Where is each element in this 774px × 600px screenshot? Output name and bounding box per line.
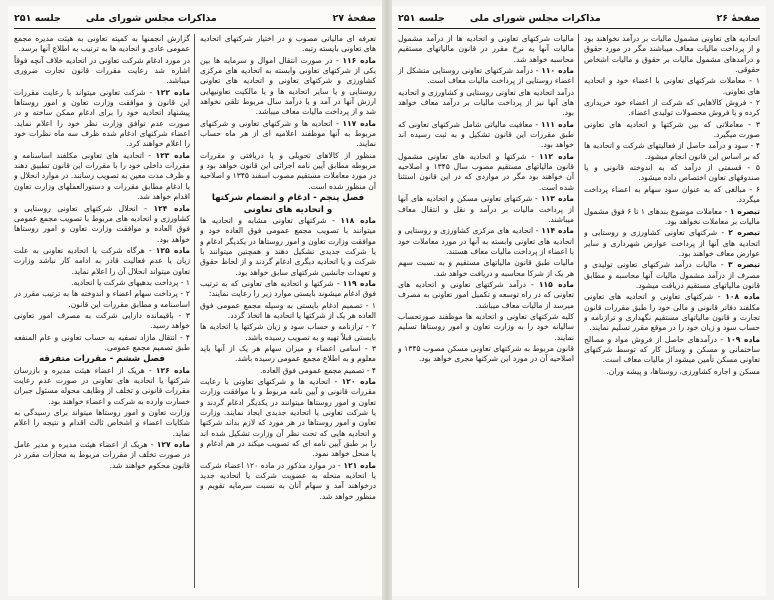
article-paragraph: ماده ۱۲۶ - هریک از اعضاء هیئت مدیره و بازرسان شرکتها یا اتحادیه های تعاونی در صورت عدم رعایت مقررات قانونی و تخلف از وظایف محوله مسئول جبران خسارت وارده به شرکت و اعضاء خواهند بود. (14, 365, 190, 406)
body-paragraph: قانون مربوط به شرکتهای تعاونی مسکن مصوب ۱۳۴۵ و اصلاحیه آن در مورد این شرکتها مجری خواهد بود. (398, 343, 574, 364)
body-paragraph: مسکن و اجاره کشاورزی، روستاها، و پیشه وران. (606, 366, 760, 376)
left-page-label: صفحهٔ ۲۷ (332, 13, 376, 24)
body-paragraph: کلیه شرکتهای تعاونی و اتحادیه ها موظفند صورتحساب سالیانه خود را به وزارت تعاون و امور روستاها تسلیم نمایند. (398, 311, 574, 342)
article-paragraph: ماده ۱۱۵ - درآمد شرکتهای تعاونی و اتحادیه های تعاونی که در راه توسعه و تکمیل امور تعاونی به مصرف میرسد از مالیات معاف میباشد. (398, 279, 574, 310)
body-paragraph: منظور از کالاهای تحویلی و یا دریافتی و مقررات مربوطه مطابق آیین نامه اجرائی این قانون خواهد بود و در مورد معاملات مستقیم مصوب اسفند ۱۳۴۵ و اصلاحیه آن منظور شده است. (200, 150, 376, 191)
left-page-title: مذاکرات مجلس شورای ملی (85, 13, 217, 24)
body-paragraph: تعرفه ای مالیاتی مصوب و در اختیار شرکتهای اتحادیه های تعاونی بایسته رتبه. (200, 34, 376, 54)
body-paragraph: ۱ - تصمیم ادغام بایستی به وسیله مجمع عمومی فوق العاده هر یک از شرکتها یا اتحادیه ها اتخاذ گردد. (200, 300, 376, 320)
chapter-heading: و اتحادیه های تعاونی (243, 204, 333, 215)
article-paragraph: ماده ۱۱۰ - درآمد شرکتهای تعاونی روستایی متشکل از اعضاء روستایی از پرداخت مالیات معاف است. (398, 66, 574, 86)
article-label: ماده ۱۰۸ (725, 292, 760, 302)
body-paragraph: گزارش انجمنها به کمیته تعاونی به هیئت مدیره مجمع عمومی عادی و اتحادیه ها به ترتیب به اطلاع آنها برسد. (14, 34, 190, 54)
right-page-session: جلسه ۲۵۱ (398, 13, 445, 24)
article-paragraph: ماده ۱۱۹ - شرکتها و اتحادیه های تعاونی که به ترتیب فوق ادغام میشوند بایستی موارد زیر را رعایت نمایند: (200, 278, 376, 299)
body-paragraph: مالیات شرکتهای تعاونی و اتحادیه ها از درآمد مشمول مالیات آنها به نرخ مقرر در قانون مالیاتهای مستقیم محاسبه خواهد شد. (398, 34, 574, 64)
body-paragraph: در مورد ادغام شرکت تعاونی در اتحادیه خلاف آنچه فوقاً اشاره شد رعایت مقررات قانون تجارت ضروری میباشد. (14, 55, 190, 86)
article-label: ماده ۱۱۰ (541, 66, 574, 76)
body-paragraph: ۳ - اسامی اعضاء و میزان سهام هر یک از آنها باید معلوم و به اطلاع مجمع عمومی رسیده باشد. (200, 343, 376, 364)
body-paragraph: درآمد اتحادیه های تعاونی روستایی و کشاورزی و اتحادیه های آنها نیز از پرداخت مالیات بر درآمد معاف خواهد بود. (398, 87, 574, 118)
body-paragraph: ۴ - تصمیم مجمع عمومی فوق العاده. (259, 365, 376, 375)
article-label: ماده ۱۱۲ (539, 151, 574, 161)
body-paragraph: ۶ - مبالغی که به عنوان سود سهام به اعضاء پرداخت میگردد. (584, 184, 760, 205)
article-label: ماده ۱۱۶ (342, 55, 376, 65)
article-label: ماده ۱۲۱ (343, 460, 376, 470)
article-paragraph: ماده ۱۱۷ - اتحادیه ها و شرکتهای تعاونی و شرکتهای مربوط به آنها موظفند اعلامیه ای از هر ماه حساب نمایند. (200, 118, 376, 149)
article-paragraph: ماده ۱۲۳ - اتحادیه های تعاونی مکلفند اساسنامه و مقررات داخلی خود را با مقررات این قانون تطبیق دهند و ظرف مدت معین به تصویب رسانند. در موارد انحلال و یا ادغام مطابق مقررات و دستورالعملهای وزارت تعاون اقدام خواهد شد. (14, 150, 190, 202)
column-divider (194, 34, 195, 588)
article-paragraph: ماده ۱۱۴ - اتحادیه های مرکزی کشاورزی و روستایی و اتحادیه های تعاونی وابسته به آنها در مورد معاملات خود با اعضاء از پرداخت مالیات معاف هستند. (398, 226, 574, 256)
left-page-column-right (200, 34, 376, 590)
article-paragraph: ماده ۱۱۳ - شرکتهای تعاونی مسکن و اتحادیه های آنها از پرداخت مالیات بر درآمد و نقل و انتقال معاف میباشند. (398, 194, 574, 224)
note-paragraph: تبصره ۱ - معاملات موضوع بندهای ۱ تا ۶ فوق مشمول مالیات بر معاملات نخواهد بود. (584, 206, 760, 226)
article-label: ماده ۱۲۲ (156, 87, 190, 97)
body-paragraph: ۱ - معاملات شرکتهای تعاونی با اعضاء خود و اتحادیه های تعاونی. (584, 76, 760, 96)
article-paragraph: ماده ۱۲۲ - شرکت تعاونی میتواند با رعایت مقررات این قانون و موافقت وزارت تعاون و امور روستاها پیشنهاد اتحادیه خود را برای ادغام ممکن ساخته و در صورت عدم توافق وزارت نظر خود را اعلام نماید. اعضاء شرکتهای ادغام شده ظرف سه ماه نظرات خود را اعلام خواهند کرد. (14, 87, 190, 149)
right-page-column-right (584, 34, 760, 590)
body-paragraph: وزارت تعاون و امور روستاها میتواند برای رسیدگی به شکایات اعضاء و اشخاص ثالث اقدام و نتیجه را اعلام نماید. (14, 408, 190, 438)
article-label: تبصره ۲ (728, 228, 760, 238)
article-label: ماده ۱۱۷ (342, 118, 376, 128)
right-page-title: مذاکرات مجلس شورای ملی (469, 13, 601, 24)
article-paragraph: ماده ۱۲۴ - انحلال شرکتهای تعاونی روستایی و کشاورزی و اتحادیه های مربوط با تصویب مجمع عمومی فوق العاده و موافقت وزارت تعاون و امور روستاها خواهد بود. (14, 203, 190, 244)
body-paragraph: ۳ - معاملاتی که بین شرکتها و اتحادیه های تعاونی صورت میگیرد. (584, 119, 760, 140)
right-page-column-left (398, 34, 574, 590)
body-paragraph: ۵ - قسمتی از درآمد که به اندوخته قانونی و یا صندوقهای تعاون اختصاص داده میشود. (584, 163, 760, 183)
article-paragraph: ماده ۱۱۲ - شرکتها و اتحادیه های تعاونی مشمول قانون مالیاتهای مستقیم مصوب سال ۱۳۴۵ و اصلاحیه آن خواهند بود مگر در مواردی که در این قانون استثنا شده است. (398, 151, 574, 192)
body-paragraph: مالیات طبق قانون مالیاتهای مستقیم و به نسبت سهم هر یک از شرکا محاسبه و دریافت خواهد شد. (398, 258, 574, 278)
article-label: تبصره ۳ (728, 260, 760, 270)
article-paragraph: ماده ۱۲۵ - هرگاه شرکت یا اتحادیه تعاونی به علت زیان یا عدم فعالیت قادر به ادامه کار نباشد وزارت تعاون میتواند انحلال آن را اعلام نماید. (14, 245, 190, 276)
article-label: ماده ۱۲۳ (155, 150, 190, 160)
body-paragraph: ۱ - پرداخت بدهیهای شرکت یا اتحادیه. (71, 277, 190, 287)
left-page (8, 6, 382, 596)
article-paragraph: ماده ۱۱۸ - شرکتهای تعاونی مشابه و اتحادیه ها میتوانند با تصویب مجمع عمومی فوق العاده خود و موافقت وزارت تعاون و امور روستاها در یکدیگر ادغام و یا شرکت جدیدی تشکیل دهند و همچنین میتوانند با شرکت و یا اتحادیه دیگری ادغام گردند و از لحاظ حقوق و تعهدات جانشین شرکتهای سابق خواهد بود. (200, 215, 376, 277)
article-label: تبصره ۱ (729, 206, 760, 216)
body-paragraph: ۳ - باقیمانده دارایی شرکت به مصرف امور تعاونی خواهد رسید. (14, 310, 190, 331)
article-label: ماده ۱۲۷ (156, 440, 190, 450)
right-page-label: صفحهٔ ۲۶ (716, 13, 760, 24)
article-label: ماده ۱۱۴ (541, 226, 574, 236)
note-paragraph: تبصره ۲ - شرکتهای تعاونی کشاورزی و روستایی و اتحادیه های آنها از پرداخت عوارض شهرداری و سایر عوارض معاف خواهند بود. (584, 228, 760, 258)
left-page-session: جلسه ۲۵۱ (14, 13, 61, 24)
body-paragraph: ۴ - سود و درآمد حاصل از فعالیتهای شرکت و اتحادیه ها که بر اساس این قانون انجام میشود. (584, 141, 760, 161)
body-paragraph: ۴ - انتقال مازاد تصفیه به حساب تعاونی و عام المنفعه طبق تصمیم مجمع عمومی. (14, 332, 190, 352)
book-gutter (382, 0, 392, 600)
article-label: ماده ۱۱۹ (342, 278, 376, 288)
chapter-heading: فصل پنجم - ادغام و انضمام شرکتها (211, 193, 365, 204)
article-label: ماده ۱۲۶ (155, 365, 190, 375)
article-label: ماده ۱۰۹ (726, 334, 760, 344)
column-divider (578, 34, 579, 588)
article-paragraph: ماده ۱۰۸ - شرکتهای تعاونی و اتحادیه های تعاونی مکلفند دفاتر قانونی و مالی خود را طبق مقررات قانون تجارت و قانون مالیاتهای مستقیم نگهداری و ترازنامه و حساب سود و زیان خود را در موقع مقرر تسلیم نمایند. (584, 292, 760, 333)
left-page-header (14, 12, 376, 29)
right-page-header (398, 12, 760, 29)
article-paragraph: ماده ۱۰۹ - درآمدهای حاصل از فروش مواد و مصالح ساختمانی و مسکن و وسائل کار که توسط شرکتهای تعاونی مسکن تأمین میشود از مالیات معاف است. (584, 334, 760, 365)
article-paragraph: ماده ۱۱۶ - در صورت انتقال اموال و سرمایه ها بین یکی از شرکتهای تعاونی وابسته به اتحادیه های مرکزی کشاورزی و شرکتهای تعاونی و اتحادیه های تعاونی روستایی و یا سایر اتحادیه ها و یا مالکیت تعاونیهایی ارزش آنها در آمد و یا درآمد سال مربوط تلقی نخواهد شد و از پرداخت مالیات معاف میباشد. (200, 55, 376, 117)
body-paragraph: ۲ - ترازنامه و حساب سود و زیان شرکتها یا اتحادیه ها بایستی قبلاً تهیه و به تصویب رسیده باشد. (200, 322, 376, 342)
article-label: ماده ۱۲۴ (153, 203, 190, 213)
article-label: ماده ۱۱۳ (540, 194, 574, 204)
body-paragraph: ۲ - فروش کالاهایی که شرکت از اعضاء خود خریداری کرده و یا فروش محصولات تولیدی اعضاء. (584, 98, 760, 118)
article-label: ماده ۱۱۸ (340, 215, 376, 225)
article-label: ماده ۱۲۵ (155, 245, 190, 255)
chapter-heading: فصل ششم - مقررات متفرقه (39, 354, 165, 365)
article-label: ماده ۱۱۱ (541, 119, 574, 129)
article-paragraph: ماده ۱۲۷ - هریک از اعضاء هیئت مدیره و مدیر عامل در صورت تخلف از مقررات مربوط به مجازات مقرر در قانون محکوم خواهند شد. (14, 440, 190, 470)
body-paragraph: ۲ - پرداخت سهام اعضاء و اندوخته ها به ترتیب مقرر در اساسنامه و مطابق مقررات این قانون. (14, 289, 190, 309)
right-page (392, 6, 766, 596)
left-page-column-left (14, 34, 190, 590)
article-label: ماده ۱۲۰ (341, 377, 376, 386)
article-label: ماده ۱۱۵ (538, 279, 574, 289)
note-paragraph: تبصره ۳ - مالیات درآمد شرکتهای تعاونی تولیدی و مصرف از درآمد مشمول مالیات آنها محاسبه و مطابق قانون مالیاتهای مستقیم دریافت میشود. (584, 260, 760, 290)
article-paragraph: ماده ۱۲۰ - اتحادیه ها و شرکتهای تعاونی با رعایت مقررات قانونی و آیین نامه مربوط و با موافقت وزارت تعاون و امور روستاها میتوانند در یکدیگر ادغام گردند و یا شرکت تعاونی یا اتحادیه جدیدی ایجاد نمایند. وزارت تعاون و امور روستاها در هر مورد که لازم بداند شرکتها و اتحادیه هایی که تحت نظر آن وزارت تشکیل شده اند را بر طبق آیین نامه ای که تصویب میکند در هم ادغام و یا منحل خواهد نمود. (200, 377, 376, 459)
article-paragraph: ماده ۱۲۱ - در موارد مذکور در ماده ۱۲۰ اعضاء شرکت یا اتحادیه منحله به عضویت شرکت یا اتحادیه جدید درخواهند آمد و سهام آنان به نسبت سرمایه تقویم و منظور خواهد شد. (200, 460, 376, 501)
article-paragraph: ماده ۱۱۱ - معافیت مالیاتی شامل شرکتهای تعاونی که طبق مقررات این قانون تشکیل و به ثبت رسیده اند خواهد بود. (398, 119, 574, 150)
body-paragraph: اتحادیه های تعاونی مشمول مالیات بر درآمد نخواهند بود و از پرداخت مالیات معاف میباشند مگر در مورد حقوق و درآمدهای مشمول مالیات بر حقوق و مالیات اشخاص حقوقی. (584, 34, 760, 75)
